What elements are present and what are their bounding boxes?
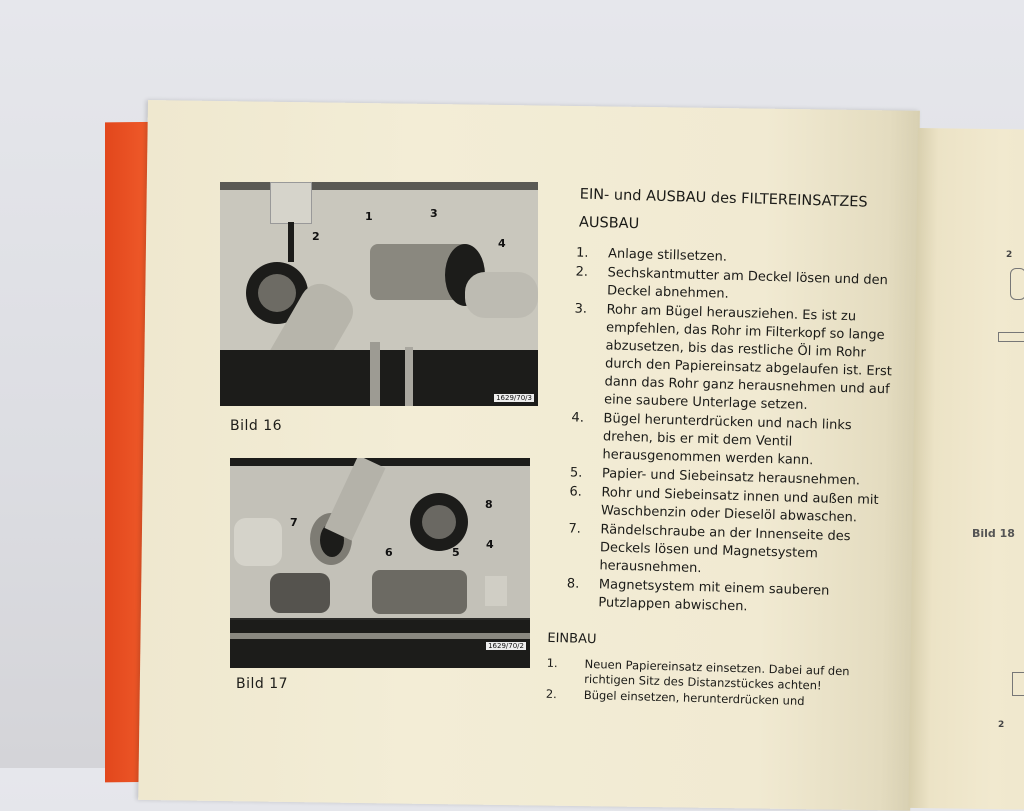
step-text: Anlage stillsetzen. — [607, 246, 728, 265]
callout-4: 4 — [498, 237, 506, 250]
ausbau-step — [554, 300, 897, 417]
figure-17-caption: Bild 17 — [236, 676, 289, 692]
step-text: Magnetsystem mit einem sauberen Putzlappen abwischen. — [598, 577, 830, 615]
section-heading: EIN- und AUSBAU des FILTEREINSATZES — [579, 186, 868, 211]
step-text: Papier- und Siebeinsatz herausnehmen. — [601, 466, 861, 489]
callout-4b: 4 — [486, 538, 494, 551]
step-number: 3. — [574, 301, 588, 317]
step-number: 4. — [571, 410, 585, 426]
right-callout-2: 2 — [1006, 250, 1013, 260]
drawing-part-lower — [1012, 672, 1024, 696]
figure-17-photo — [230, 458, 530, 668]
ausbau-heading: AUSBAU — [578, 214, 640, 233]
figure-16-photo — [220, 182, 538, 406]
step-text: Rohr und Siebeinsatz innen und außen mit Waschbenzin oder Dieselöl abwaschen. — [600, 485, 879, 526]
figure-16-caption: Bild 16 — [230, 418, 283, 434]
ausbau-step — [549, 520, 890, 583]
callout-6: 6 — [385, 546, 393, 559]
step-number: 5. — [569, 465, 583, 481]
step-text: Bügel einsetzen, herunterdrücken und — [583, 687, 805, 709]
callout-5: 5 — [452, 546, 460, 559]
step-number: 2. — [545, 686, 557, 702]
step-text: Rohr am Bügel herausziehen. Es ist zu empfehlen, das Rohr im Filterkopf so lange abzusetzen, bis das restliche Öl im Rohr durch den Papiereinsatz abgelaufen ist. Erst dann das Rohr ganz herausnehmen und auf eine saubere Unterlage setzen. — [603, 302, 893, 413]
callout-7: 7 — [290, 516, 298, 529]
right-page — [909, 128, 1024, 810]
step-text: Sechskantmutter am Deckel lösen und den Deckel abnehmen. — [606, 265, 889, 302]
figure-17-reference: 1629/70/2 — [488, 642, 524, 650]
step-text: Neuen Papiereinsatz einsetzen. Dabei auf den richtigen Sitz des Distanzstückes achten! — [584, 656, 850, 693]
step-number: 1. — [575, 245, 589, 261]
callout-3: 3 — [430, 207, 438, 220]
figure-18-caption: Bild 18 — [972, 527, 1015, 540]
right-callout-2b: 2 — [998, 720, 1005, 730]
callout-1: 1 — [365, 210, 373, 223]
drawing-bracket — [998, 332, 1024, 342]
callout-8: 8 — [485, 498, 493, 511]
einbau-heading: EINBAU — [547, 630, 597, 648]
step-number: 6. — [569, 484, 583, 500]
step-number: 8. — [566, 576, 580, 592]
figure-16-reference: 1629/70/3 — [496, 394, 532, 402]
callout-2: 2 — [312, 230, 320, 243]
instructions-column — [546, 186, 900, 712]
step-number: 7. — [568, 521, 582, 537]
step-number: 1. — [546, 655, 558, 671]
drawing-part — [1010, 268, 1024, 300]
ausbau-step — [552, 409, 893, 472]
step-text: Rändelschraube an der Innenseite des Deckels lösen und Magnetsystem herausnehmen. — [599, 522, 851, 577]
step-text: Bügel herunterdrücken und nach links drehen, bis er mit dem Ventil herausgenommen werden kann. — [602, 411, 852, 469]
step-number: 2. — [575, 264, 589, 280]
